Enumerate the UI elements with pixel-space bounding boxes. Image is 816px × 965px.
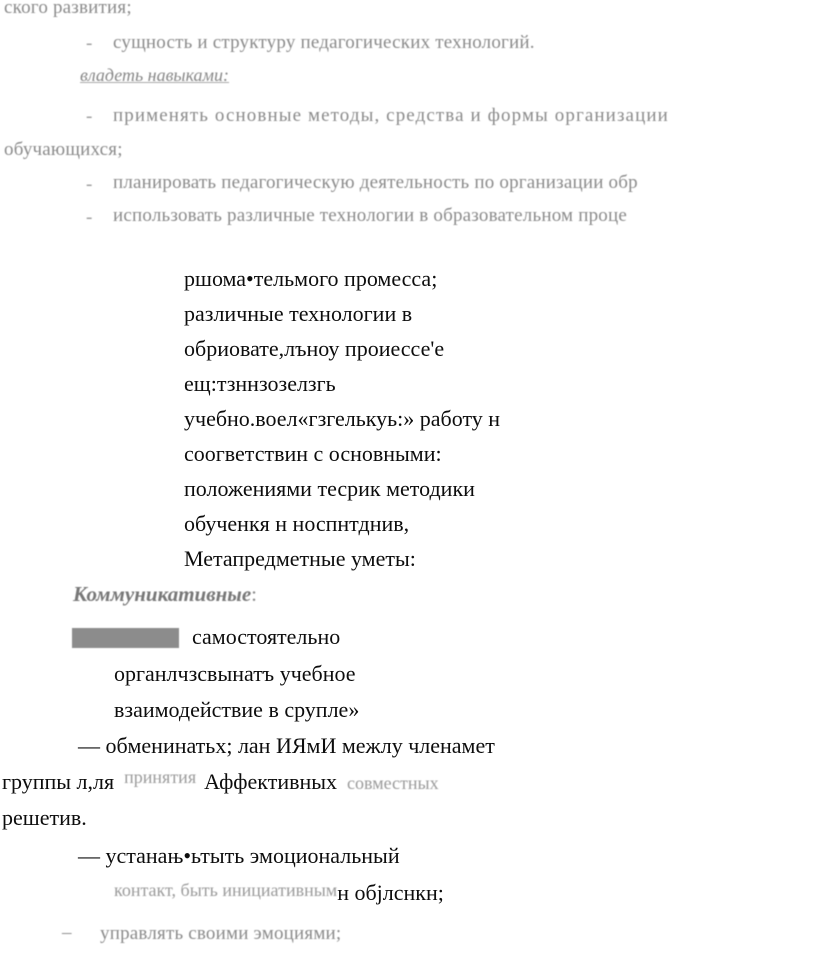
ocr-line-9: Метапредметные уметы: [184,546,416,571]
ocr-line-1: ршома•тельмого промесса; [184,266,438,291]
lower-line-2: органлчзсвынатъ учебное [114,661,356,686]
lower-line-1: самостоятельно [192,624,341,649]
scan-dash-1: - [86,33,93,54]
lower-line-7: — устанањ•ьтыть эмоциональный [78,843,400,868]
lower-line-5a: группы л,ля [2,769,115,794]
lower-line-4: — обменинатьх; лан ИЯмИ межлу членамет [78,733,495,758]
ocr-line-4: ещ:тзннзозелзгь [184,371,336,396]
lower-line-8b: н објлснкн; [337,880,444,905]
lower-line-5-faint-2: совместных [347,773,439,793]
scan-line-4: применять основные методы, средства и формы организации [113,105,669,126]
lower-line-3: взаимодействие в срупле» [114,697,360,722]
lower-line-5b: Аффективных [204,769,338,794]
ocr-line-7: положениями тесрик методики [184,476,475,501]
lower-line-5 [2,767,439,794]
redaction-bar [72,628,179,648]
ocr-line-8: обученкя н носпнтднив, [184,511,410,536]
section-heading-colon: : [251,582,258,606]
ocr-line-2: различные технологии в [184,301,413,326]
scan-line-1: ского развития; [4,0,132,18]
scan-line-5: обучающихся; [4,139,123,160]
scan-line-7: использовать различные технологии в образовательном проце [113,205,627,226]
scan-subheading: владеть навыками: [80,65,230,85]
scan-dash-2: - [86,106,93,127]
ocr-line-5: учебно.воел«гзгелькуь:» работу н [184,406,501,431]
section-heading [73,584,257,605]
scan-dash-4: - [86,207,93,228]
scan-line-6: планировать педагогическую деятельность по организации обр [113,172,638,193]
scan-dash-3: - [86,174,93,195]
ocr-line-6: соогветствин с основными: [184,441,442,466]
lower-line-8 [114,882,444,904]
lower-line-6: решетив. [2,805,87,830]
ocr-line-3: обриовате,лъноу проиессе'е [184,336,445,361]
lower-line-9: управлять своими эмоциями; [100,923,342,944]
scan-line-2: сущность и структуру педагогических технологий. [113,32,535,53]
lower-dash-9: – [62,922,72,943]
section-heading-text: Коммуникативные [73,582,252,606]
lower-line-8-faint: контакт, быть инициативным [114,880,338,900]
lower-line-5-faint-1: принятия [124,767,197,787]
